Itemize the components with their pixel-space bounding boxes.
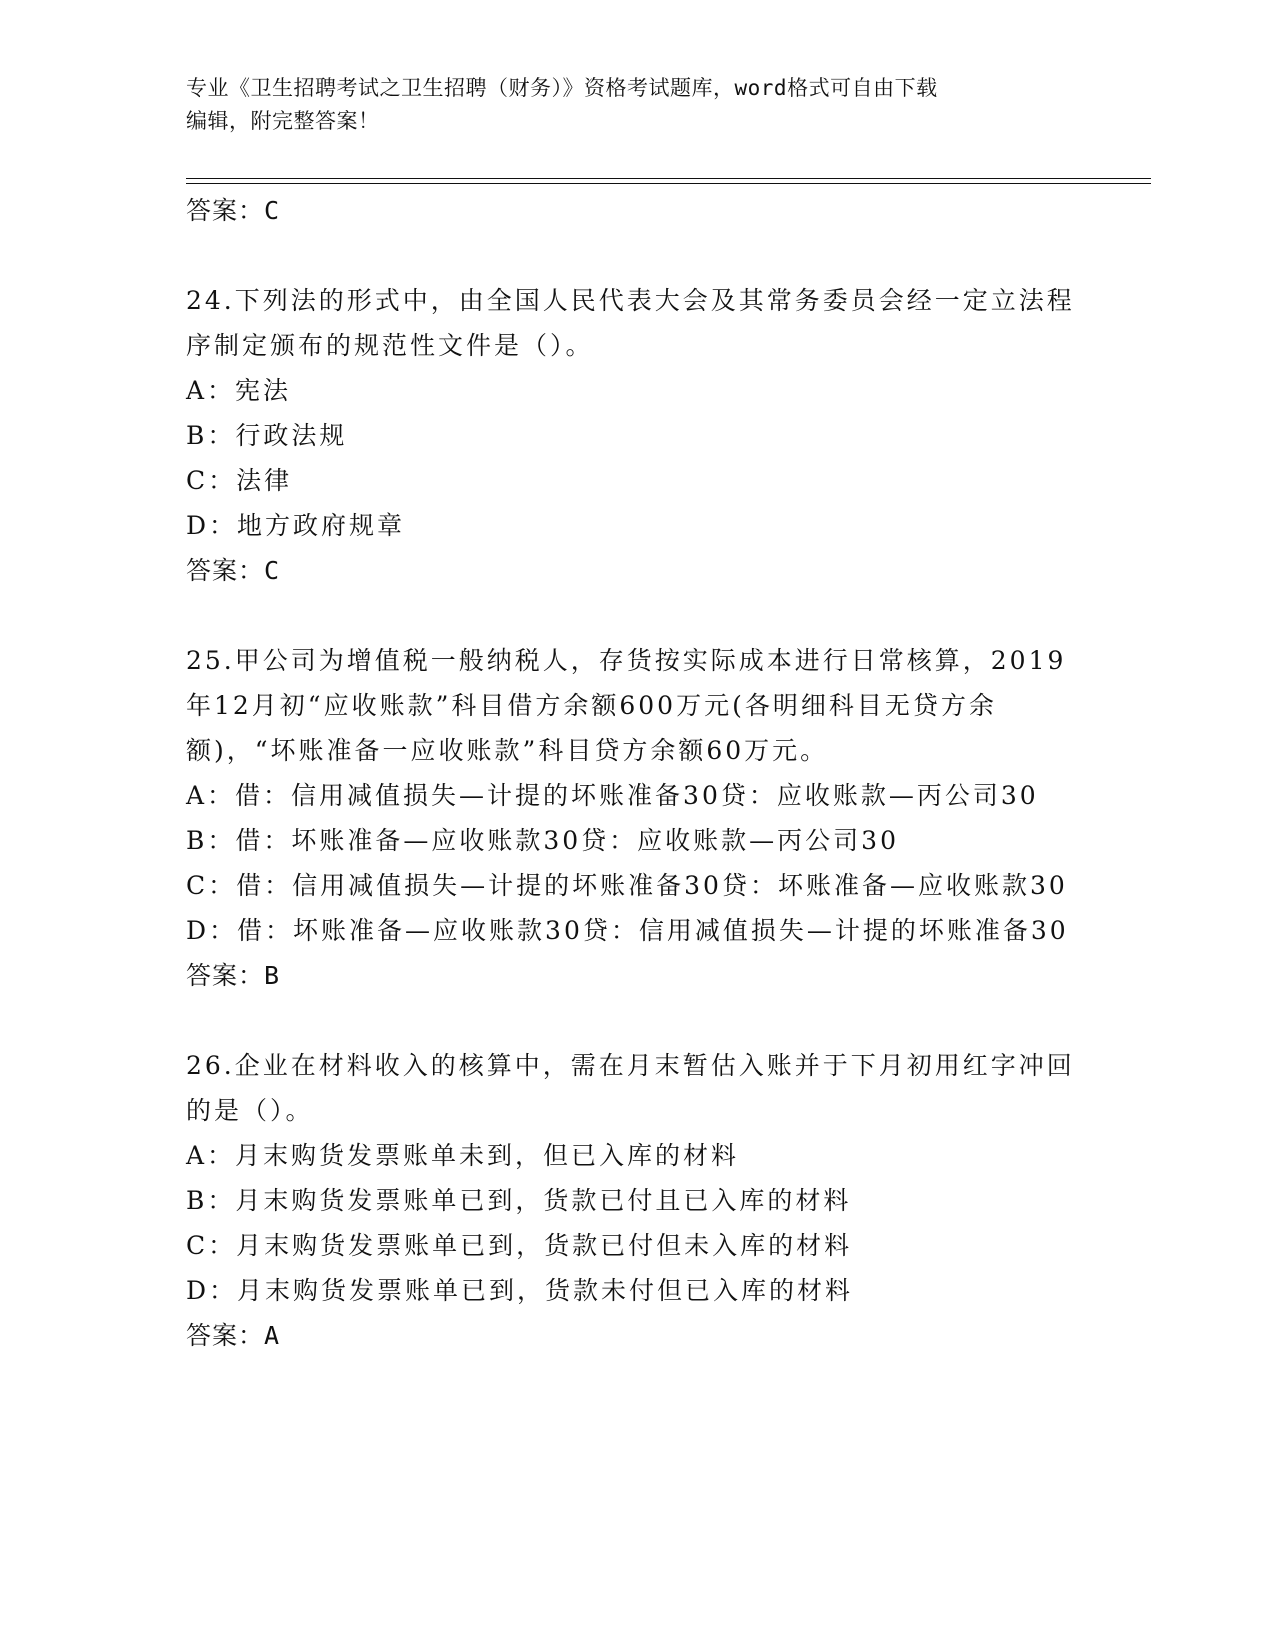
- option-c: C：借：信用减值损失—计提的坏账准备30贷：坏账准备—应收账款30: [186, 871, 1068, 900]
- header-divider-top: [186, 178, 1151, 179]
- option-a: A：月末购货发票账单未到，但已入库的材料: [186, 1141, 740, 1170]
- answer-line: 答案：A: [186, 1321, 281, 1350]
- previous-answer: 答案：C: [186, 196, 281, 225]
- header-divider-bottom: [186, 183, 1151, 184]
- question-stem: 26.企业在材料收入的核算中，需在月末暂估入账并于下月初用红字冲回的是（）。: [186, 1051, 1075, 1125]
- header-line-1: 专业《卫生招聘考试之卫生招聘（财务）》资格考试题库，word格式可自由下载: [186, 76, 938, 100]
- document-header: [186, 72, 1086, 138]
- question-25: [186, 638, 1086, 998]
- option-d: D：借：坏账准备—应收账款30贷：信用减值损失—计提的坏账准备30: [186, 916, 1069, 945]
- option-d: D：月末购货发票账单已到，货款未付但已入库的材料: [186, 1276, 854, 1305]
- answer-line: 答案：B: [186, 961, 281, 990]
- question-26: [186, 1043, 1086, 1358]
- question-24: [186, 278, 1086, 593]
- question-stem: 24.下列法的形式中，由全国人民代表大会及其常务委员会经一定立法程序制定颁布的规范性文件是（）。: [186, 286, 1075, 360]
- option-a: A：宪法: [186, 376, 292, 405]
- option-b: B：行政法规: [186, 421, 348, 450]
- option-b: B：月末购货发票账单已到，货款已付且已入库的材料: [186, 1186, 852, 1215]
- option-b: B：借：坏账准备—应收账款30贷：应收账款—丙公司30: [186, 826, 899, 855]
- option-d: D：地方政府规章: [186, 511, 406, 540]
- question-list: [186, 188, 1086, 1358]
- header-line-2: 编辑，附完整答案！: [186, 109, 380, 133]
- answer-line: 答案：C: [186, 556, 281, 585]
- option-c: C：法律: [186, 466, 293, 495]
- option-c: C：月末购货发票账单已到，货款已付但未入库的材料: [186, 1231, 853, 1260]
- question-stem: 25.甲公司为增值税一般纳税人，存货按实际成本进行日常核算，2019年12月初“应收账款”科目借方余额600万元(各明细科目无贷方余额)，“坏账准备一应收账款”科目贷方余额60万元。: [186, 646, 1067, 765]
- option-a: A：借：信用减值损失—计提的坏账准备30贷：应收账款—丙公司30: [186, 781, 1039, 810]
